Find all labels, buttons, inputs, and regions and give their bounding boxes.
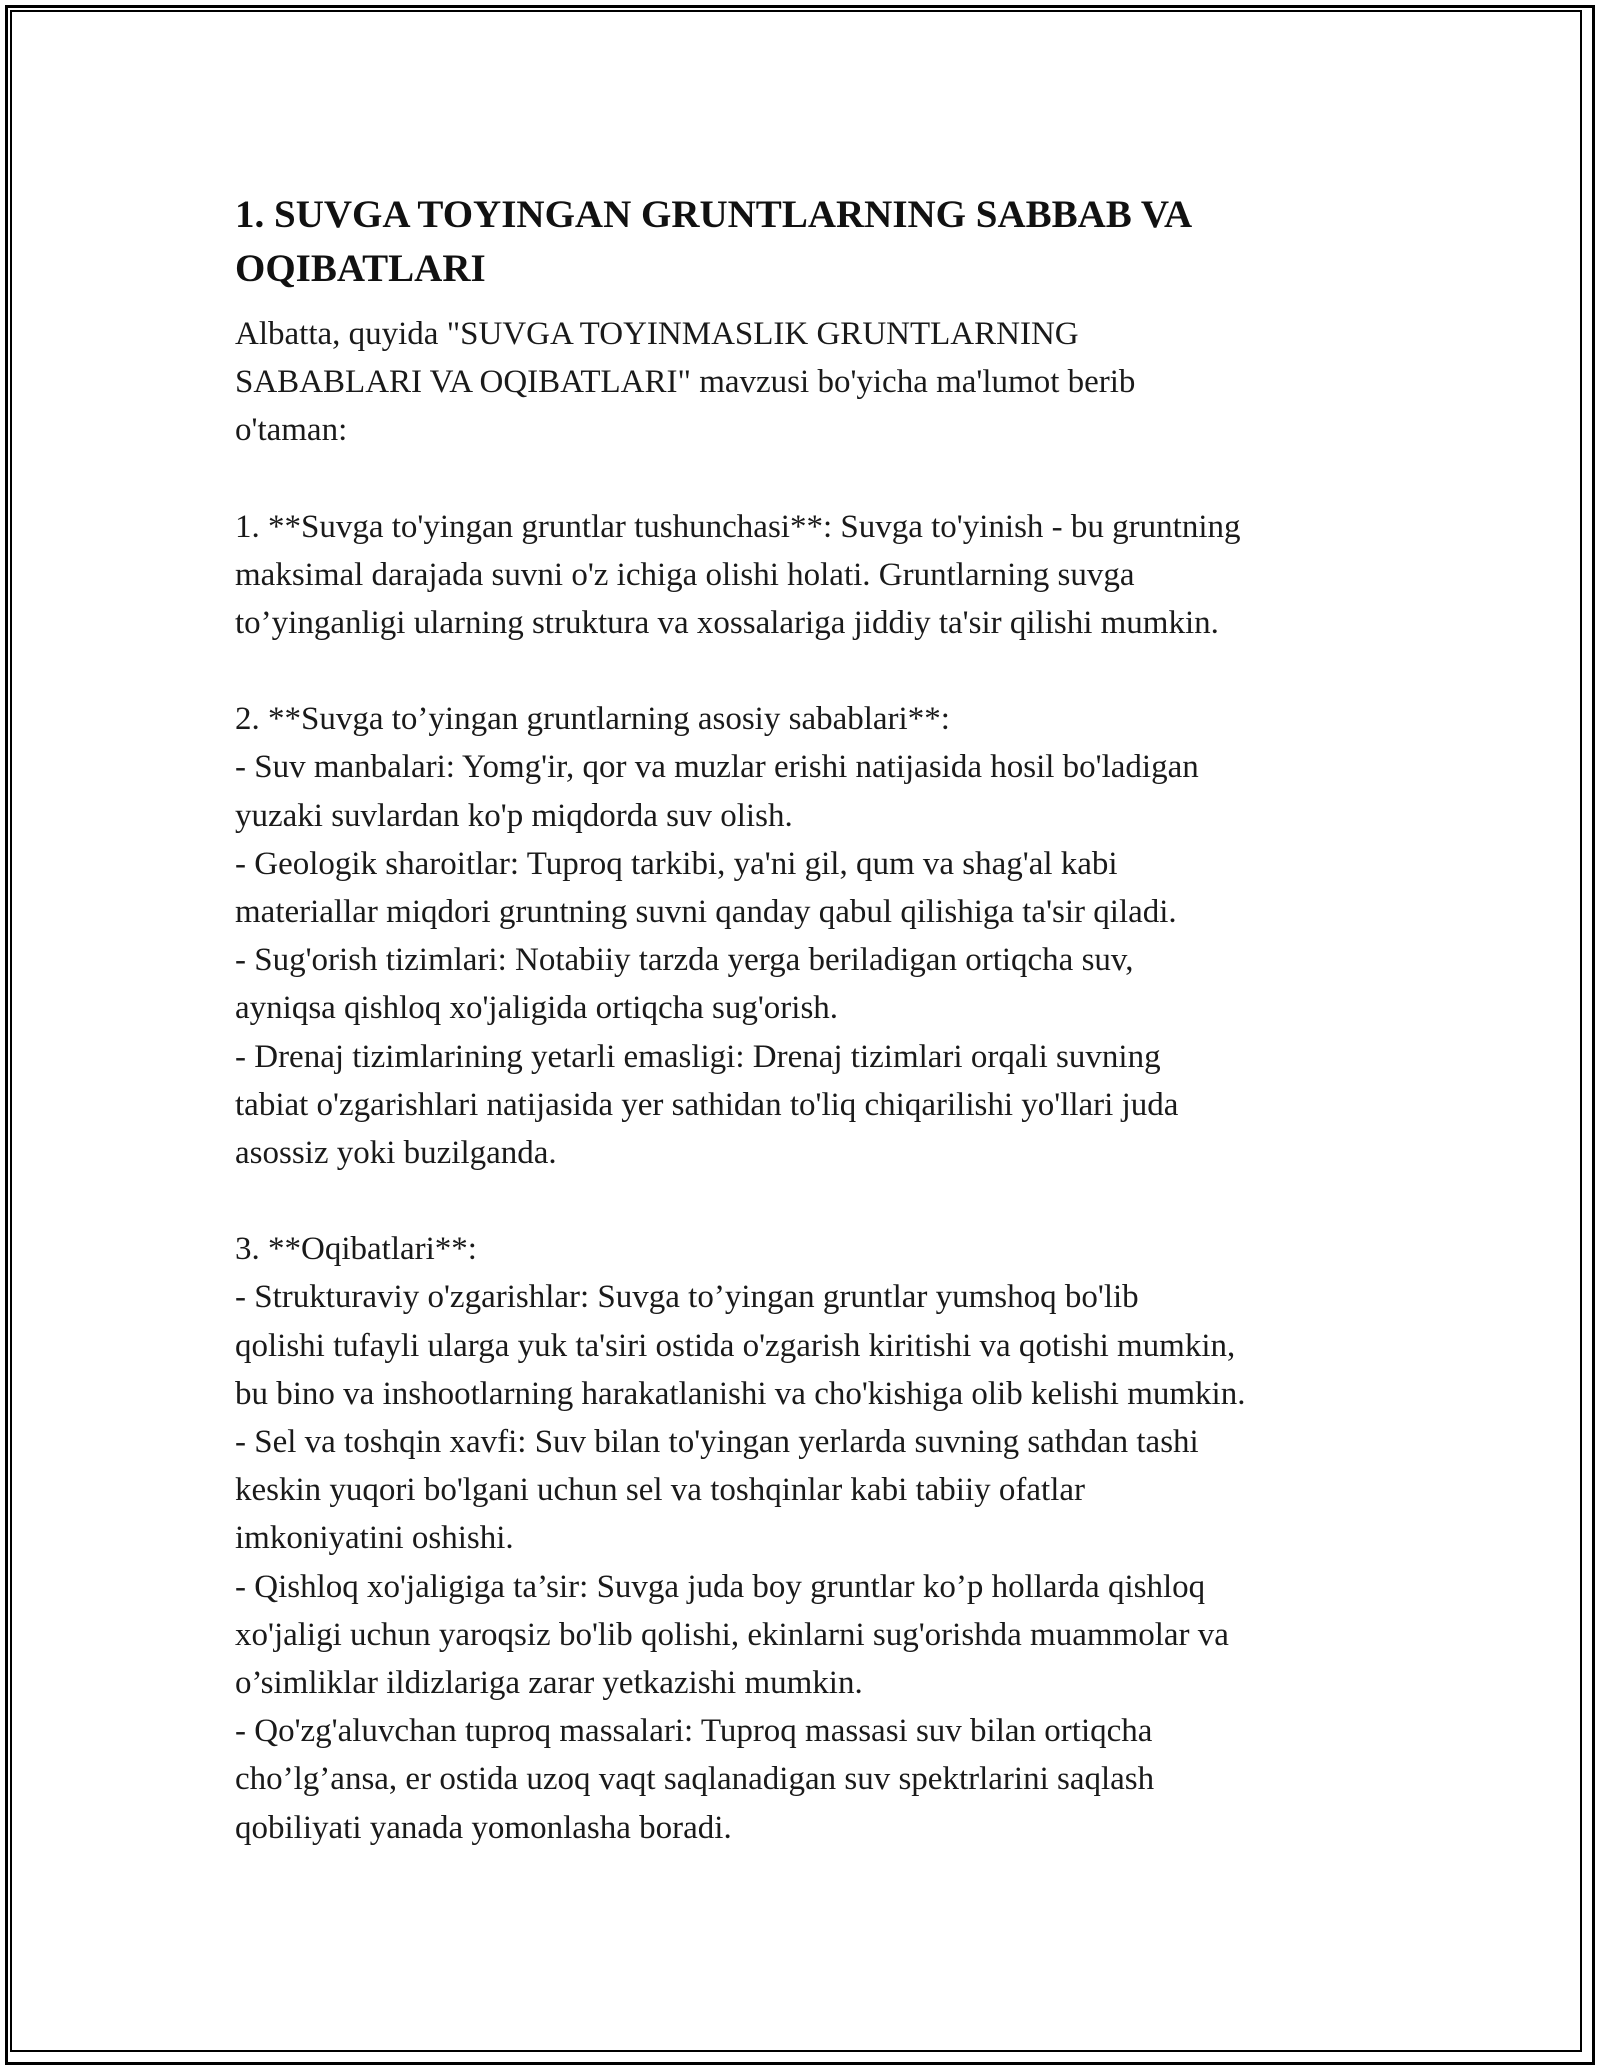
intro-paragraph: Albatta, quyida "SUVGA TOYINMASLIK GRUNTLARNING SABABLARI VA OQIBATLARI" mavzusi bo'yicha ma'lumot berib o'taman: xyxy=(235,316,1136,449)
section-2-paragraph: 2. **Suvga to’yingan gruntlarning asosiy sabablari**: - Suv manbalari: Yomg'ir, qor va muzlar erishi natijasida hosil bo'ladigan yuzaki suvlardan ko'p miqdorda suv olish. - Geologik sharoitlar: Tuproq tarkibi, ya'ni gil, qum va shag'al kabi materiallar miqdori gruntning suvni qanday qabul qilishiga ta'sir qiladi. - Sug'orish tizimlari: Notabiiy tarzda yerga beriladigan ortiqcha suv, ayniqsa qishloq xo'jaligida ortiqcha sug'orish. - Drenaj tizimlarining yetarli emasligi: Drenaj tizimlari orqali suvning tabiat o'zgarishlari natijasida yer sathidan to'liq chiqarilishi yo'llari juda asossiz yoki buzilganda. xyxy=(235,701,1199,1172)
document-title-line-1: 1. SUVGA TOYINGAN GRUNTLARNING SABBAB VA xyxy=(235,193,1193,236)
document-title-line-2: OQIBATLARI xyxy=(235,247,486,290)
section-3-paragraph: 3. **Oqibatlari**: - Strukturaviy o'zgarishlar: Suvga to’yingan gruntlar yumshoq bo'lib qolishi tufayli ularga yuk ta'siri ostida o'zgarish kiritishi va qotishi mumkin, bu bino va inshootlarning harakatlanishi va cho'kishiga olib kelishi mumkin. - Sel va toshqin xavfi: Suv bilan to'yingan yerlarda suvning sathdan tashi keskin yuqori bo'lgani uchun sel va toshqinlar kabi tabiiy ofatlar imkoniyatini oshishi. - Qishloq xo'jaligiga ta’sir: Suvga juda boy gruntlar ko’p hollarda qishloq xo'jaligi uchun yaroqsiz bo'lib qolishi, ekinlarni sug'orishda muammolar va o’simliklar ildizlariga zarar yetkazishi mumkin. - Qo'zg'aluvchan tuproq massalari: Tuproq massasi suv bilan ortiqcha cho’lg’ansa, er ostida uzoq vaqt saqlanadigan suv spektrlarini saqlash qobiliyati yanada yomonlasha boradi. xyxy=(235,1231,1246,1846)
document-title xyxy=(235,188,1365,296)
document-body xyxy=(235,188,1365,1852)
section-1-paragraph: 1. **Suvga to'yingan gruntlar tushunchasi**: Suvga to'yinish - bu gruntning maksimal darajada suvni o'z ichiga olishi holati. Gruntlarning suvga to’yinganligi ularning struktura va xossalariga jiddiy ta'sir qilishi mumkin. xyxy=(235,508,1241,642)
